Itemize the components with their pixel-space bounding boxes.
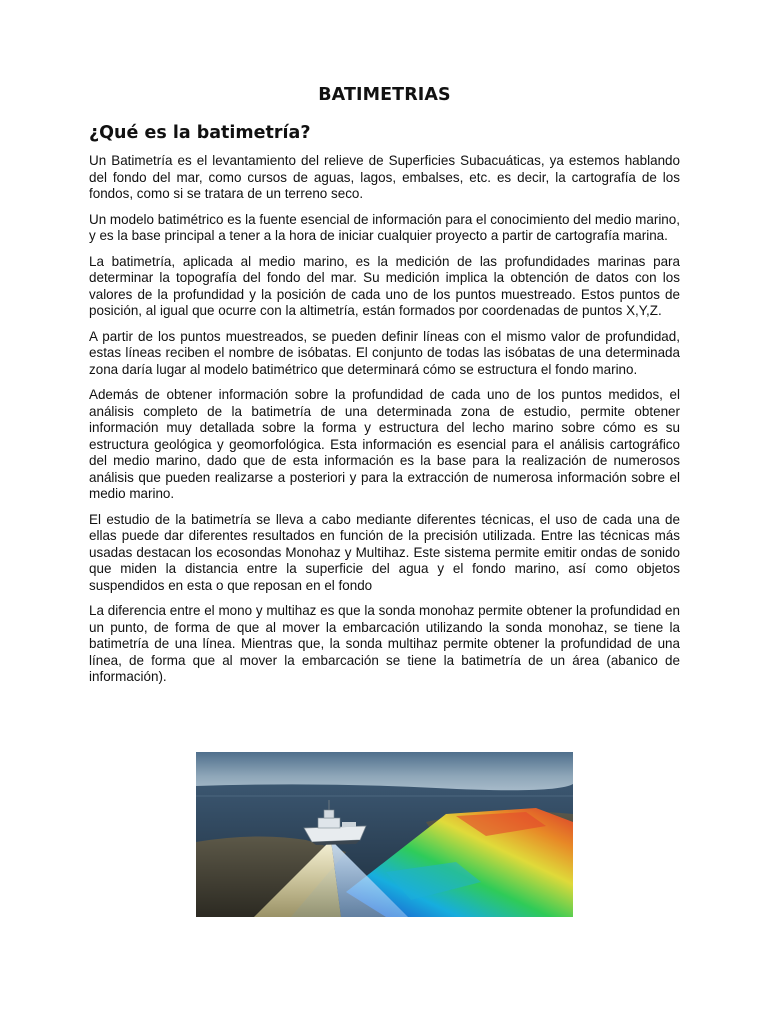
- paragraph-6: El estudio de la batimetría se lleva a cabo mediante diferentes técnicas, el uso de cada una de ellas puede dar diferentes resultados en función de la precisión utilizada. Entre las técnicas más usadas destacan los ecosondas Monohaz y Multihaz. Este sistema permite emitir ondas de sonido que miden la distancia entre la superficie del agua y el fondo marino, así como objetos suspendidos en esta o que reposan en el fondo: [89, 511, 680, 593]
- section-heading: ¿Qué es la batimetría?: [89, 123, 311, 143]
- paragraph-1: Un Batimetría es el levantamiento del relieve de Superficies Subacuáticas, ya estemos hablando del fondo del mar, como cursos de aguas, lagos, embalses, etc. es decir, la cartografía de los fondos, como si se tratara de un terreno seco.: [89, 153, 680, 201]
- paragraph-5: Además de obtener información sobre la profundidad de cada uno de los puntos medidos, el análisis completo de la batimetría de una determinada zona de estudio, permite obtener información muy detallada sobre la forma y estructura del lecho marino sobre cómo es su estructura geológica y geomorfológica. Esta información es esencial para el análisis cartográfico del medio marino, dado que de esta información es la base para la realización de numerosos análisis que pueden realizarse a posteriori y para la extracción de numerosa información sobre el medio marino.: [89, 387, 680, 501]
- paragraph-7: La diferencia entre el mono y multihaz es que la sonda monohaz permite obtener la profundidad en un punto, de forma de que al mover la embarcación utilizando la sonda monohaz, se tiene la batimetría de una línea. Mientras que, la sonda multihaz permite obtener la profundidad de una línea, de forma que al mover la embarcación se tiene la batimetría de un área (abanico de información).: [89, 603, 680, 684]
- paragraph-2: Un modelo batimétrico es la fuente esencial de información para el conocimiento del medio marino, y es la base principal a tener a la hora de iniciar cualquier proyecto a partir de cartografía marina.: [89, 211, 680, 243]
- multibeam-survey-illustration-icon: [196, 752, 573, 917]
- page-title: BATIMETRIAS: [318, 85, 451, 105]
- paragraph-3: La batimetría, aplicada al medio marino, es la medición de las profundidades marinas para determinar la topografía del fondo del mar. Su medición implica la obtención de datos con los valores de la profundidad y la posición de cada uno de los puntos muestreado. Estos puntos de posición, al igual que ocurre con la altimetría, están formados por coordenadas de puntos X,Y,Z.: [89, 253, 680, 318]
- paragraph-4: A partir de los puntos muestreados, se pueden definir líneas con el mismo valor de profundidad, estas líneas reciben el nombre de isóbatas. El conjunto de todas las isóbatas de una determinada zona daría lugar al modelo batimétrico que determinará cómo se estructura el fondo marino.: [89, 328, 680, 377]
- bathymetry-survey-image: [196, 752, 573, 917]
